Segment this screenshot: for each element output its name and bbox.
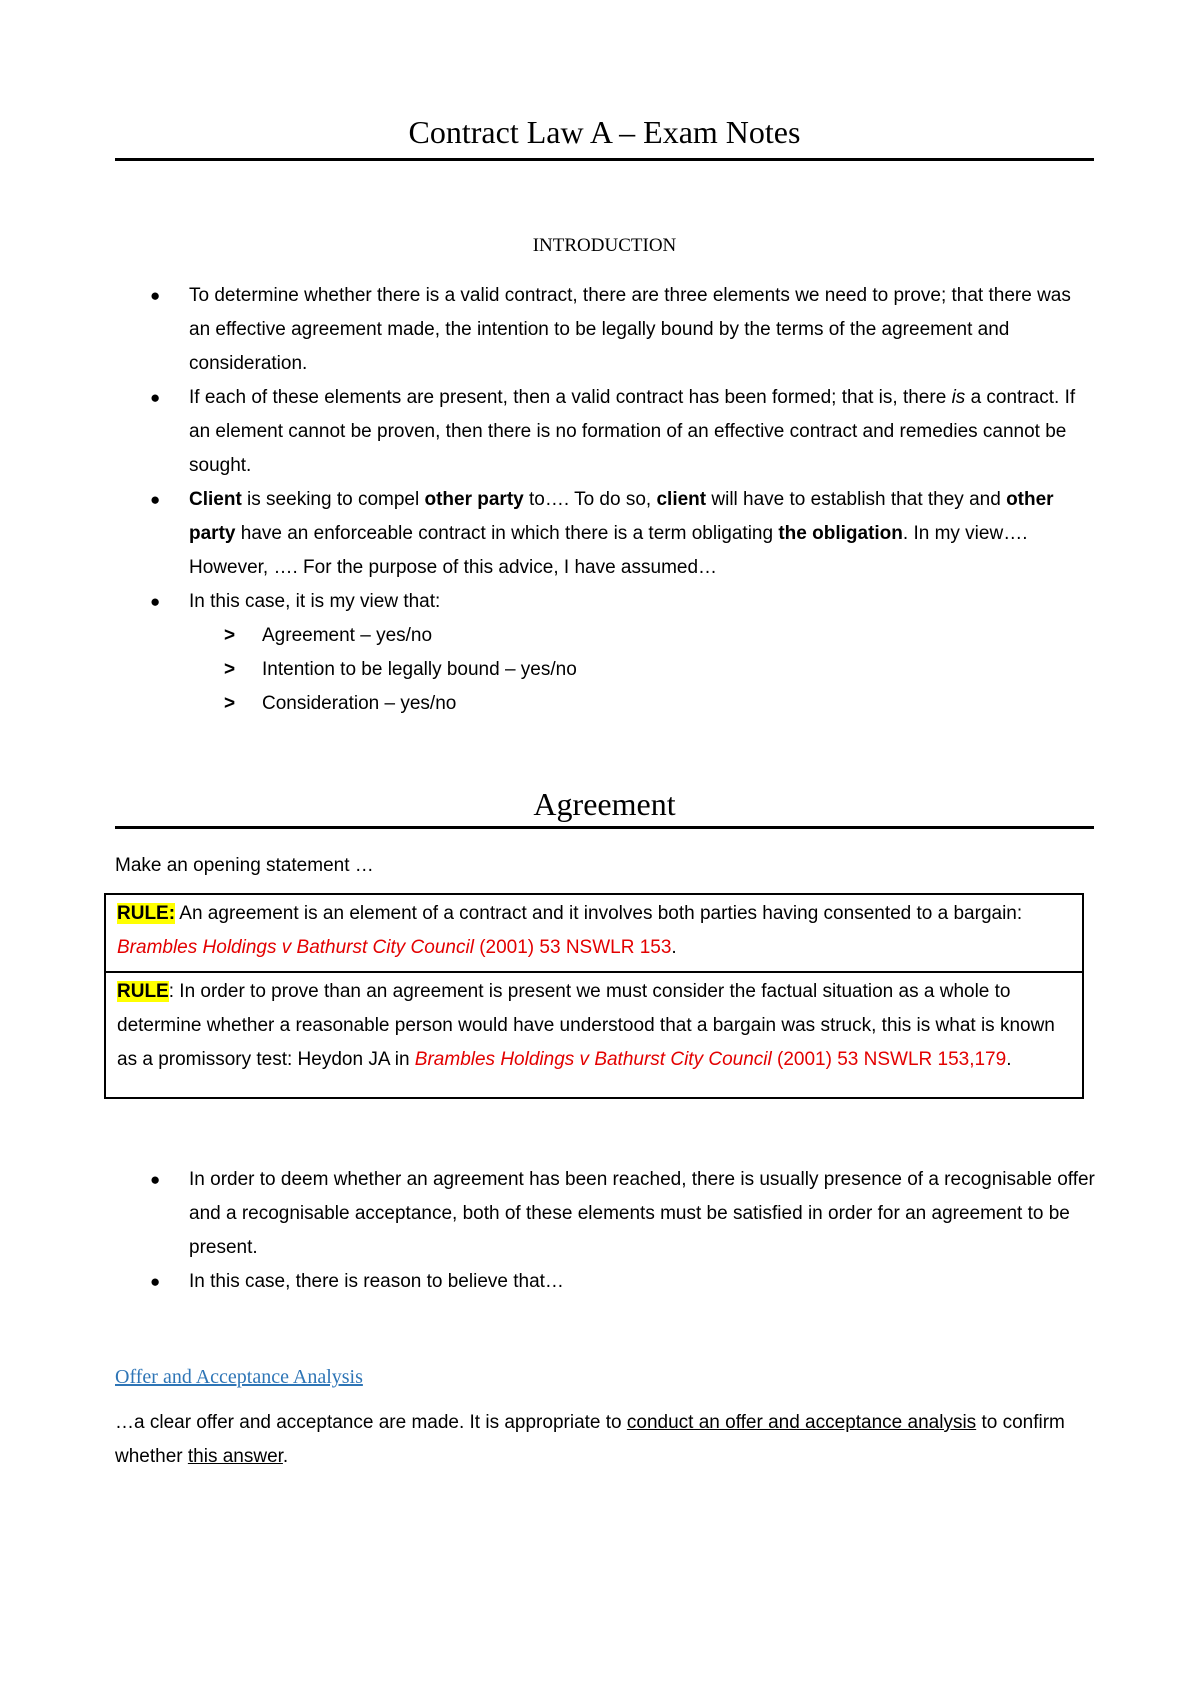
arrow-icon: > [224,625,236,646]
document-title: Contract Law A – Exam Notes [408,114,801,150]
introduction-list [0,279,1200,721]
bullet-icon: ● [150,1272,161,1291]
case-name: Brambles Holdings v Bathurst City Council [117,937,474,958]
sub-item-intention: > Intention to be legally bound – yes/no [0,653,1200,687]
agreement-heading: Agreement [533,786,676,822]
sub-item-agreement: > Agreement – yes/no [0,619,1200,653]
offer-acceptance-paragraph: …a clear offer and acceptance are made. It is appropriate to conduct an offer and acceptance analysis to confirm whether this answer. [115,1412,1065,1467]
bullet-icon: ● [150,286,161,305]
rule-label: RULE [117,981,169,1002]
introduction-heading: INTRODUCTION [532,235,677,256]
case-citation: (2001) 53 NSWLR 153 [473,937,672,958]
list-item: ● If each of these elements are present, then a valid contract has been formed; that is, there is a contract. If an element cannot be proven, then there is no formation of an effective contract and remedies cannot be sought. [0,381,1200,483]
bullet-icon: ● [150,1170,161,1189]
bullet-icon: ● [150,592,161,611]
list-item: ● Client is seeking to compel other party to…. To do so, client will have to establish that they and other party have an enforceable contract in which there is a term obligating the obligation. In my view…. However, …. For the purpose of this advice, I have assumed… [0,483,1200,585]
rule-cell: RULE: In order to prove than an agreement is present we must consider the factual situation as a whole to determine whether a reasonable person would have understood that a bargain was struck, this is what is known as a promissory test: Heydon JA in Brambles Holdings v Bathurst City Council (2001) 53 NSWLR 153,179. [106,971,1082,1097]
rules-table [104,893,1084,1099]
list-item: ● In this case, it is my view that: [0,585,1200,619]
opening-statement: Make an opening statement … [115,855,374,876]
title-divider [115,158,1094,161]
offer-acceptance-heading[interactable]: Offer and Acceptance Analysis [115,1366,363,1388]
case-name: Brambles Holdings v Bathurst City Council [414,1049,772,1070]
list-item: ● To determine whether there is a valid contract, there are three elements we need to prove; that there was an effective agreement made, the intention to be legally bound by the terms of the agreement and consideration. [0,279,1200,381]
rule-cell: RULE: An agreement is an element of a contract and it involves both parties having consented to a bargain: Brambles Holdings v Bathurst City Council (2001) 53 NSWLR 153. [117,903,1023,958]
list-item: ● In order to deem whether an agreement has been reached, there is usually presence of a recognisable offer and a recognisable acceptance, both of these elements must be satisfied in order for an agreement to be present. [0,1163,1200,1265]
case-citation: (2001) 53 NSWLR 153,179 [771,1049,1007,1070]
arrow-icon: > [224,659,236,680]
sub-item-consideration: > Consideration – yes/no [0,687,1200,721]
bullet-icon: ● [150,388,161,407]
list-item: ● In this case, there is reason to believe that… [0,1265,1200,1299]
bullet-icon: ● [150,490,161,509]
rule-label: RULE: [117,903,176,924]
agreement-list [0,1163,1200,1299]
agreement-divider [115,826,1094,829]
arrow-icon: > [224,693,236,714]
